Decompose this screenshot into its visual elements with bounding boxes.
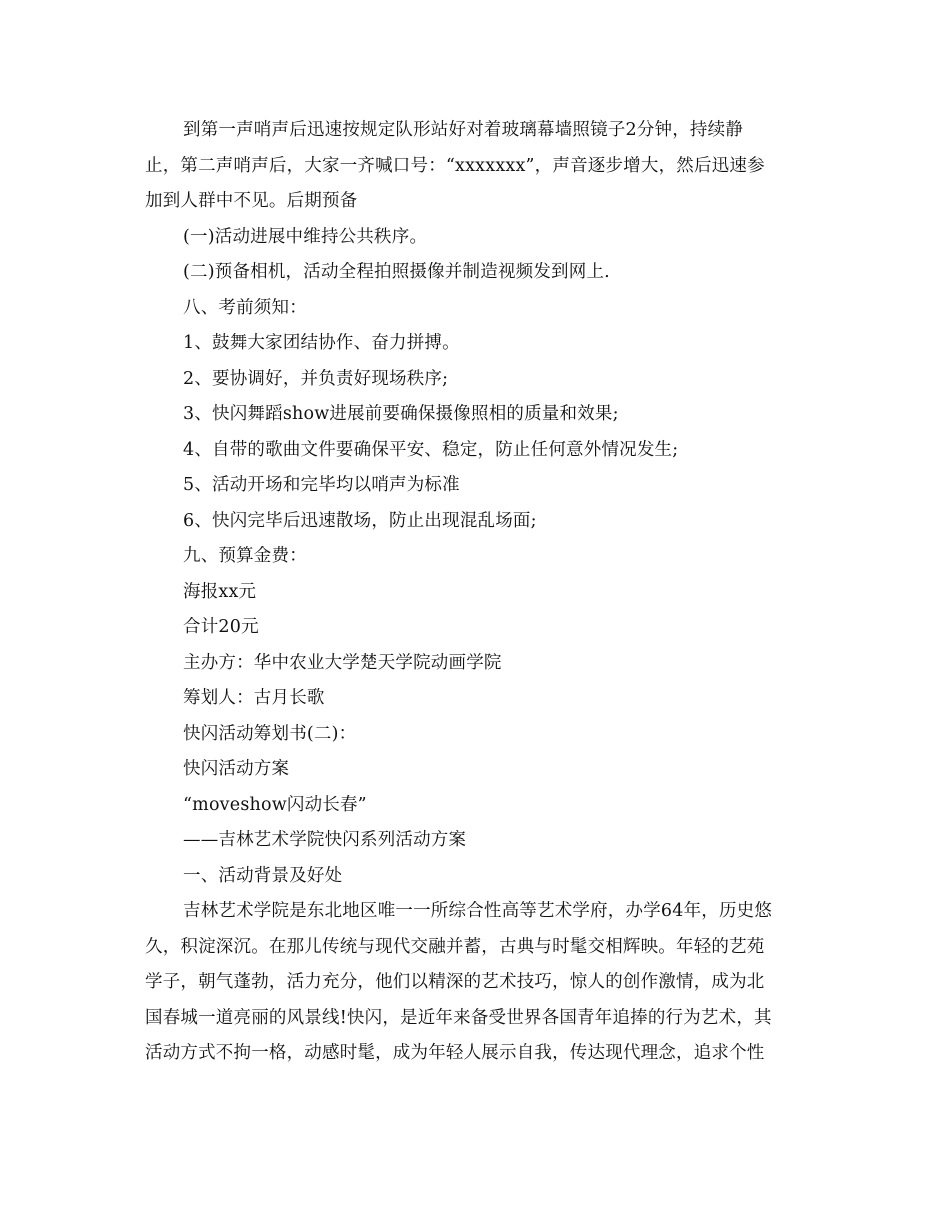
document-body xyxy=(145,113,815,1072)
event-name: “moveshow闪动长春” xyxy=(183,794,367,815)
organizer: 主办方：华中农业大学楚天学院动画学院 xyxy=(183,652,502,673)
budget-total: 合计20元 xyxy=(183,617,259,637)
paragraph-line: 学子，朝气蓬勃，活力充分，他们以精深的艺术技巧，惊人的创作激情，成为北 xyxy=(145,972,765,992)
paragraph-line: 止，第二声哨声后，大家一齐喊口号：“xxxxxxx”，声音逐步增大，然后迅速参 xyxy=(145,155,765,176)
list-item: 3、快闪舞蹈show进展前要确保摄像照相的质量和效果; xyxy=(183,404,619,424)
budget-item: 海报xx元 xyxy=(183,581,257,602)
document-subtitle: 快闪活动筹划书(二)： xyxy=(183,723,357,744)
section-heading: 九、预算金费： xyxy=(183,546,307,566)
paragraph-line: 吉林艺术学院是东北地区唯一一所综合性高等艺术学府，办学64年，历史悠 xyxy=(183,901,773,921)
plan-title: 快闪活动方案 xyxy=(183,759,290,779)
planner: 筹划人：古月长歌 xyxy=(183,688,325,708)
paragraph-line: 活动方式不拘一格，动感时髦，成为年轻人展示自我，传达现代理念，追求个性 xyxy=(145,1043,765,1063)
paragraph-line: 加到人群中不见。后期预备 xyxy=(145,191,358,211)
list-item: (二)预备相机，活动全程拍照摄像并制造视频发到网上. xyxy=(183,262,610,282)
list-item: 1、鼓舞大家团结协作、奋力拼搏。 xyxy=(183,333,460,353)
list-item: 2、要协调好，并负责好现场秩序; xyxy=(183,368,449,389)
plan-subtitle: ——吉林艺术学院快闪系列活动方案 xyxy=(183,830,467,850)
list-item: 5、活动开场和完毕均以哨声为标准 xyxy=(183,475,460,495)
list-item: 4、自带的歌曲文件要确保平安、稳定，防止任何意外情况发生; xyxy=(183,439,679,460)
list-item: (一)活动进展中维持公共秩序。 xyxy=(183,226,428,247)
paragraph-line: 久，积淀深沉。在那儿传统与现代交融并蓄，古典与时髦交相辉映。年轻的艺苑 xyxy=(145,936,765,957)
paragraph-line: 国春城一道亮丽的风景线!快闪，是近年来备受世界各国青年追捧的行为艺术，其 xyxy=(145,1007,772,1028)
section-heading: 一、活动背景及好处 xyxy=(183,865,343,886)
section-heading: 八、考前须知： xyxy=(183,297,307,318)
paragraph-line: 到第一声哨声后迅速按规定队形站好对着玻璃幕墙照镜子2分钟，持续静 xyxy=(183,120,744,140)
list-item: 6、快闪完毕后迅速散场，防止出现混乱场面; xyxy=(183,510,537,531)
